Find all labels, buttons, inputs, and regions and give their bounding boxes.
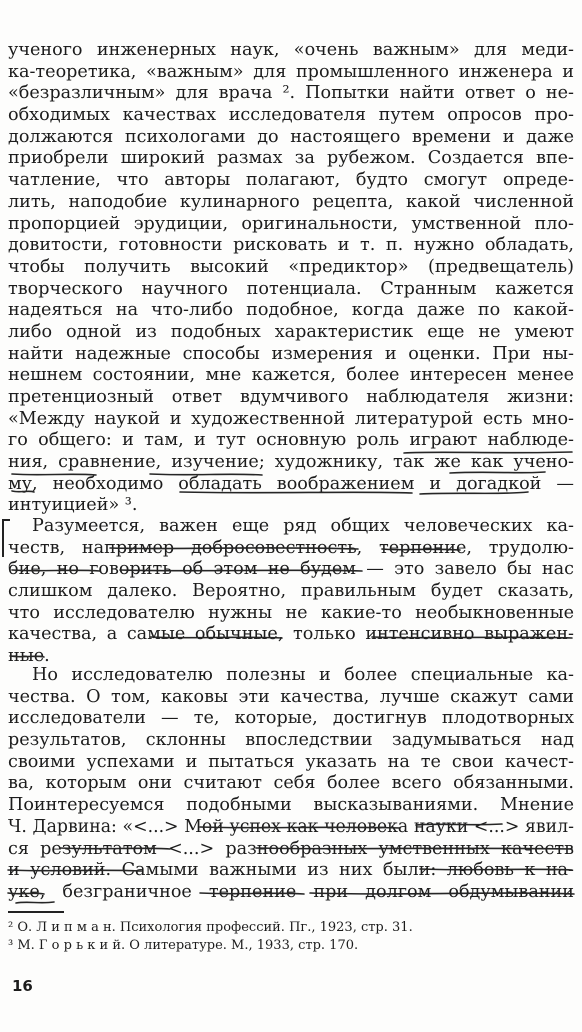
text-line: исследователи — те, которые, достигнув плодотворных [8,708,574,729]
text-line: довитости, готовности рисковать и т. п. нужно обладать, [8,235,574,256]
text-line: и условий. Самыми важными из них были: любовь к на- [8,860,574,881]
footnote-2: ² О. Л и п м а н. Психология профессий. Пг., 1923, стр. 31. [8,920,413,935]
text-line: уке, безграничное терпение при долгом обдумывании [8,881,574,902]
text-line: претенциозный ответ вдумчивого наблюдателя жизни: [8,387,574,407]
page-number: 16 [12,977,33,995]
text-line: найти надежные способы измерения и оценки. При ны- [8,343,574,364]
text-line: интуицией» ³. [8,495,138,516]
pen-underline [150,637,282,638]
text-line: пропорцией эрудиции, оригинальности, умственной пло- [8,213,574,234]
text-line: го общего: и там, и тут основную роль играют наблюде- [8,430,574,451]
text-line: му, необходимо обладать воображением и догадкой — [8,473,574,494]
text-line: нешнем состоянии, мне кажется, более интересен менее [8,365,574,386]
text-line: Но исследователю полезны и более специальные ка- [32,665,574,685]
pen-underline [12,570,100,571]
text-line: Ч. Дарвина: «<...> Мой успех как человека науки <...> явил- [8,816,574,837]
pen-underline [8,870,142,871]
pen-underline [16,902,54,903]
text-line: результатов, склонны впоследствии задумываться над [8,730,574,751]
text-line: ные. [8,646,50,667]
pen-underline [120,570,362,571]
pen-underline [450,472,545,473]
text-line: обходимых качествах исследователя путем опросов про- [8,105,574,126]
text-line: приобрели широкий размах за рубежом. Создается впе- [8,148,574,169]
pen-underline [372,637,572,638]
text-line: бие, но говорить об этом не будем — это завело бы нас [8,559,574,580]
text-line: творческого научного потенциала. Странным кажется [8,278,574,299]
text-line: либо одной из подобных характеристик еще не умеют [8,321,574,342]
text-line: «Между наукой и художественной литературой есть мно- [8,408,574,429]
text-line: слишком далеко. Вероятно, правильным будет сказать, [8,581,574,602]
pen-underline [12,491,34,492]
pen-underline [416,824,502,825]
pen-underline [420,492,528,494]
text-line: что исследователю нужны не какие-то необыкновенные [8,602,574,623]
text-line: «безразличным» для врача ². Попытки найти ответ о не- [8,83,574,104]
pen-underline [150,474,262,475]
text-line: качества, а самые обычные, только интенсивно выражен- [8,624,574,645]
pen-underline [110,548,358,549]
text-line: своими успехами и пытаться указать на те свои качест- [8,751,574,772]
footnote-divider [8,911,64,913]
text-line: должаются психологами до настоящего времени и даже [8,126,574,147]
pen-underline [404,452,572,453]
pen-underline [420,869,572,870]
text-line: ученого инженерных наук, «очень важным» для меди- [8,40,574,60]
pen-underline [200,893,304,894]
footnotes [8,919,568,955]
text-line: честв, например добросовестность, терпение, трудолю- [8,537,574,558]
pen-underline [200,827,400,828]
pen-underline [10,656,44,657]
text-line: ва, которым они считают себя более всего обязанными. [8,773,574,794]
pen-underline [256,848,572,849]
text-line: Поинтересуемся подобными высказываниями. Мнение [8,795,574,816]
text-line: чтобы получить высокий «предиктор» (предвещатель) [8,256,574,277]
text-line: Разумеется, важен еще ряд общих человеческих ка- [32,516,574,536]
pen-underline [60,848,170,849]
pen-underline [12,474,96,475]
text-line: лить, наподобие кулинарного рецепта, какой численной [8,191,574,212]
pen-underline [310,893,574,894]
text-line: ка-теоретика, «важным» для промышленного инженера и [8,61,574,82]
text-line: ния, сравнение, изучение; художнику, так же как учено- [8,452,574,473]
text-line: надеяться на что-либо подобное, когда даже по какой- [8,300,574,321]
text-line: чества. О том, каковы эти качества, лучше скажут сами [8,686,574,707]
pen-underline [382,549,460,550]
pen-underline [8,893,44,894]
text-line: ся результатом <...> разнообразных умственных качеств [8,838,574,859]
pen-underline [180,492,412,493]
text-line: чатление, что авторы полагают, будто смогут опреде- [8,170,574,191]
footnote-3: ³ М. Г о р ь к и й. О литературе. М., 1933, стр. 170. [8,938,359,953]
